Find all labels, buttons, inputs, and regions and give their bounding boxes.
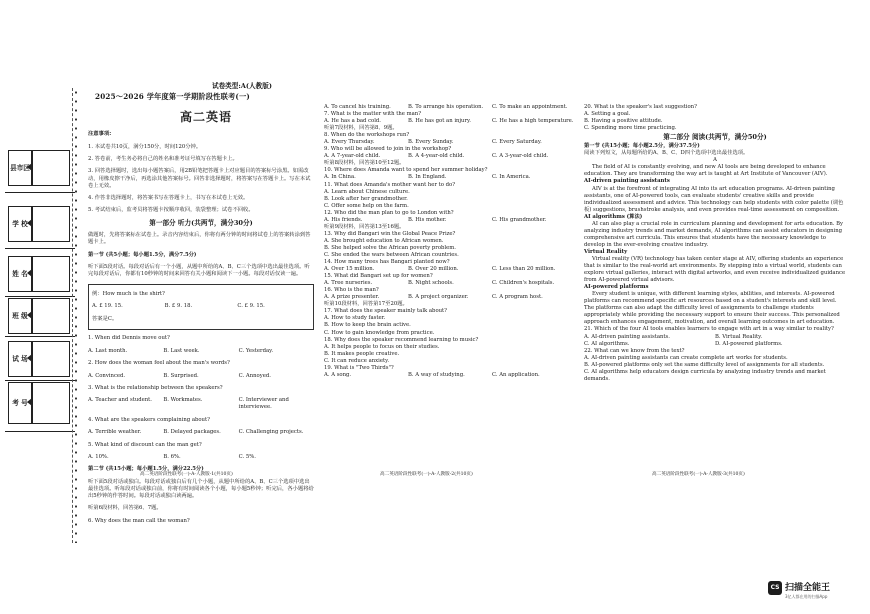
option: A. A prize presenter. xyxy=(324,294,380,301)
option: B. 6%. xyxy=(163,453,181,460)
question-3 xyxy=(88,385,314,412)
option: A. He has a bad cold. xyxy=(324,118,381,125)
column-1 xyxy=(88,126,314,530)
column-2 xyxy=(324,104,576,379)
option: B. A 4-year-old child. xyxy=(408,153,465,160)
option: A. A 7-year-old child. xyxy=(324,153,381,160)
option: C. Every Saturday. xyxy=(492,139,542,146)
student-info-strip xyxy=(2,88,78,543)
passage-subheading: AI-driven painting assistants xyxy=(584,178,670,185)
material-note: 听第9段材料，回答第13至16题。 xyxy=(324,223,405,230)
notice-heading: 注意事项: xyxy=(88,131,112,138)
passage-subheading: Virtual Reality xyxy=(584,248,628,255)
option: A. Every Thursday. xyxy=(324,139,375,146)
id-label-name: 姓 名 xyxy=(8,256,32,292)
column-3 xyxy=(584,104,846,383)
option: B. A way of studying. xyxy=(408,371,465,378)
option: C. He has a high temperature. xyxy=(492,118,574,125)
option: A. Last month. xyxy=(88,347,128,354)
material-note: 听第10段材料，回答第17至20题。 xyxy=(324,301,408,308)
option: C. A program host. xyxy=(492,294,543,301)
option: A. 10%. xyxy=(88,453,109,460)
question-text: 14. How many trees has Bangari planted now? xyxy=(324,259,450,266)
question-text: 2. How does the woman feel about the man's words? xyxy=(88,360,230,367)
notice-item: 4. 作答非选择题时，将答案书写在答题卡上，书写在本试卷上无效。 xyxy=(88,195,249,202)
option: C. Interviewer and interviewee. xyxy=(238,397,289,411)
option: B. Every Sunday. xyxy=(408,139,454,146)
option: A. Over 15 million. xyxy=(324,266,375,273)
question-text: 20. What is the speaker's last suggestion? xyxy=(584,104,697,110)
question-text: 12. Who did the man plan to go to London with? xyxy=(324,209,454,216)
question-text: 19. What is "Two Thirds"? xyxy=(324,364,394,371)
question-text: 10. Where does Amanda want to spend her summer holiday? xyxy=(324,167,488,174)
option: C. Challenging projects. xyxy=(238,429,304,436)
example-question: 例：How much is the shirt? xyxy=(92,290,165,297)
id-field-class xyxy=(8,298,74,332)
option: B. Over 20 million. xyxy=(408,266,459,273)
option: B. He has got an injury. xyxy=(408,118,471,125)
part-1-intro: 做题时，先将答案标在试卷上。录音内容结束后，你将有两分钟的时间将试卷上的答案转涂到答题卡上。 xyxy=(88,232,311,246)
id-label-class: 班 级 xyxy=(8,298,32,334)
passage-paragraph: Virtual reality (VR) technology has taken center stage at AIV, offering students an experience that is similar to the real-world art environments. By stepping into a virtual world, students can explore virtual galleries, interact with digital artworks, and even receive individualized guidance from AI-powered virtual advisors. xyxy=(584,255,846,284)
id-box-school xyxy=(32,206,70,242)
question-1 xyxy=(88,335,314,354)
example-box xyxy=(88,284,314,330)
option: C. AI algorithms. xyxy=(584,340,630,347)
option: B. It makes people creative. xyxy=(324,350,400,357)
id-field-school xyxy=(8,206,74,240)
option: C. Children's hospitals. xyxy=(492,280,555,287)
passage-paragraph: AIV is at the forefront of integrating AI into its art education programs. AI-driven painting assistants, one of AI-powered tools, can evaluate students' creative skills and provide individualized assessment and advice. This technology can help students with color palette (调色板) suggestions, brushstroke analysis, and even provides real-time assessment on composition. xyxy=(584,185,844,213)
option: A. It helps people to focus on their studies. xyxy=(324,343,440,350)
question-text: 17. What does the speaker mainly talk about? xyxy=(324,308,448,315)
id-box-room xyxy=(32,341,70,377)
option: C. Yesterday. xyxy=(238,347,274,354)
option: C. Offer some help on the farm. xyxy=(324,202,409,209)
option: B. In England. xyxy=(408,174,447,181)
option: C. She ended the wars between African countries. xyxy=(324,251,459,258)
part-1-title: 第一部分 听力(共两节，满分30分) xyxy=(149,218,253,227)
reading-section-1-intro: 阅读下列短文，从每题所给的A、B、C、D四个选项中选出最佳选项。 xyxy=(584,150,749,157)
option: A. Learn about Chinese culture. xyxy=(324,188,410,195)
option: A. Teacher and student. xyxy=(88,397,152,404)
notice-item: 5. 考试结束后，监考员将答题卡按顺序收回，装袋整理；试卷不回收。 xyxy=(88,207,254,214)
id-field-name xyxy=(8,256,74,290)
option: A. Terrible weather. xyxy=(88,429,142,436)
section-2-intro: 听下面5段对话或独白。每段对话或独白后有几个小题，从题中所给的A、B、C三个选项中选出最佳选项。听每段对话或独白前，你将有时间阅读各个小题，每小题5秒钟；听完后，各小题将给出5秒钟的作答时间。每段对话或独白读两遍。 xyxy=(88,478,314,499)
camscanner-logo-icon: CS xyxy=(768,581,782,595)
option: B. Workmates. xyxy=(163,397,203,404)
option: C. 5%. xyxy=(238,453,256,460)
passage-paragraph: AI can also play a crucial role in curriculum planning and development for arts education. By analyzing industry trends and market demands, AI algorithms can assist educators in designing comprehensive art curricula. This ensures that students have the necessary knowledge to develop in the ever-evolving creative industry. xyxy=(584,220,843,248)
option: A. In China. xyxy=(324,174,356,181)
option: C. Less than 20 million. xyxy=(492,266,556,273)
option: C. His grandmother. xyxy=(492,216,547,223)
option: B. £ 9. 18. xyxy=(164,303,193,310)
option: D. AI-powered platforms. xyxy=(715,340,783,347)
question-text: 9. Who will be allowed to join in the workshop? xyxy=(324,146,452,153)
question-text: 13. Why did Bangari win the Global Peace Prize? xyxy=(324,230,456,237)
part-2-title: 第二部分 阅读(共两节，满分50分) xyxy=(663,133,767,142)
id-box-name xyxy=(32,256,70,292)
question-text: 11. What does Amanda's mother want her to do? xyxy=(324,181,456,188)
option: C. How to gain knowledge from practice. xyxy=(324,329,435,336)
question-4 xyxy=(88,417,314,436)
id-box-class xyxy=(32,298,70,334)
option: C. A 3-year-old child. xyxy=(492,153,549,160)
section-1-intro: 听下面5段对话。每段对话后有一个小题，从题中所给的A、B、C三个选项中选出最佳选项。听完每段对话后，你都有10秒钟的时间来回答有关小题和阅读下一小题。每段对话仅读一遍。 xyxy=(88,264,310,278)
option: C. It can reduce anxiety. xyxy=(324,357,390,364)
option: A. Convinced. xyxy=(88,372,126,379)
question-text: 4. What are the speakers complaining about? xyxy=(88,416,210,423)
question-text: 7. What is the matter with the man? xyxy=(324,111,422,118)
option: B. Delayed packages. xyxy=(163,429,221,436)
question-text: 22. What can we know from the text? xyxy=(584,347,685,354)
question-text: 8. When do the workshops run? xyxy=(324,132,410,139)
option: B. Night schools. xyxy=(408,280,454,287)
question-5 xyxy=(88,442,314,461)
scanner-watermark xyxy=(768,577,858,607)
option: C. £ 9. 15. xyxy=(237,303,265,310)
option: C. In America. xyxy=(492,174,531,181)
option: C. Spending more time practicing. xyxy=(584,125,677,132)
page-footer-1: 高二英语阶段性联考(一)-A-人教版-1(共10页) xyxy=(140,472,233,477)
id-label-school: 学 校 xyxy=(8,206,32,242)
option: A. Tree nurseries. xyxy=(324,280,373,287)
exam-year-title: 2025～2026 学年度第一学期阶段性联考(一) xyxy=(95,92,250,101)
passage-paragraph: The field of AI is constantly evolving, and new AI tools are being developed to enhance education. They are transforming the way art is taught at Art Institute of Vancouver (AIV). xyxy=(584,164,828,178)
watermark-app-name: 扫描全能王 xyxy=(785,583,831,593)
id-field-district xyxy=(8,150,74,184)
id-box-exam-number xyxy=(32,382,70,424)
passage-letter: A xyxy=(713,157,717,164)
option: B. Last week. xyxy=(163,347,200,354)
id-field-exam-number xyxy=(8,382,74,422)
question-text: 16. Who is the man? xyxy=(324,287,379,294)
notice-item: 1. 本试卷共10页，满分150分，时间120分钟。 xyxy=(88,143,202,150)
option: B. His mother. xyxy=(408,216,447,223)
section-2-heading: 第二节 (共15小题；每小题1.5分，满分22.5分) xyxy=(88,466,204,473)
option: B. To arrange his operation. xyxy=(408,104,484,110)
id-box-district xyxy=(32,150,70,186)
question-text: 1. When did Dennis move out? xyxy=(88,335,170,342)
material-note: 听第6段材料，回答第6、7题。 xyxy=(88,505,162,512)
option: A. She brought education to African women. xyxy=(324,237,444,244)
id-label-district: 县市区 xyxy=(8,150,32,186)
option: A. How to study faster. xyxy=(324,315,386,322)
option: B. Virtual Reality. xyxy=(715,333,763,340)
option: B. AI-powered platforms only set the same difficulty level of assignments for all students. xyxy=(584,361,825,368)
notice-item: 2. 答卷前，考生务必将自己的姓名和准考证号填写在答题卡上。 xyxy=(88,156,238,163)
question-text: 3. What is the relationship between the speakers? xyxy=(88,384,223,391)
option: C. An application. xyxy=(492,371,540,378)
option: A. AI-driven painting assistants can create complete art works for students. xyxy=(584,354,788,361)
example-answer: 答案是C。 xyxy=(92,315,118,322)
question-text: 5. What kind of discount can the man get? xyxy=(88,441,202,448)
question-text: 15. What did Bangari set up for women? xyxy=(324,273,433,280)
option: B. Look after her grandmother. xyxy=(324,195,408,202)
option: C. To make an appointment. xyxy=(492,104,568,110)
subject-title: 高二英语 xyxy=(180,110,233,124)
example-options xyxy=(92,303,310,310)
passage-subheading: AI-powered platforms xyxy=(584,284,649,291)
option: A. AI-driven painting assistants. xyxy=(584,333,670,340)
option: A. A song. xyxy=(324,371,352,378)
id-field-room xyxy=(8,341,74,375)
option: B. How to keep the brain active. xyxy=(324,322,411,329)
option: C. AI algorithms help educators design curricula by analyzing industry trends and market demands. xyxy=(584,368,826,382)
notice-item: 3. 回答选择题时，选出每小题答案后，用2B铅笔把答题卡上对应题目的答案标号涂黑。如需改动，用橡皮擦干净后，再选涂其他答案标号。回答非选择题时，将答案写在答题卡上。写在本试卷上无效。 xyxy=(88,168,311,189)
option: B. Surprised. xyxy=(163,372,199,379)
option: A. His friends. xyxy=(324,216,363,223)
material-note: 听第8段材料，回答第10至12题。 xyxy=(324,160,405,167)
option: A. Setting a goal. xyxy=(584,111,631,118)
material-note: 听第7段材料，回答第8、9题。 xyxy=(324,125,398,132)
page-footer-2: 高二英语阶段性联考(一)-A-人教版-2(共10页) xyxy=(380,472,473,477)
section-1-heading: 第一节 (共5小题；每小题1.5分，满分7.5分) xyxy=(88,251,197,258)
id-label-exam-number: 考 号 xyxy=(8,382,32,424)
option: B. Having a positive attitude. xyxy=(584,118,663,125)
question-text: 18. Why does the speaker recommend learning to music? xyxy=(324,336,479,343)
exam-type-label: 试卷类型:A(人教版) xyxy=(212,82,272,90)
question-text: 21. Which of the four AI tools enables learners to engage with art in a way similar to reality? xyxy=(584,326,834,333)
passage-paragraph: Every student is unique, with different learning styles, abilities, and interests. AI-powered platforms can recommend specific art resources based on a student's interests and skill level. The platforms can also adapt the difficulty level of assignments to challenge students appropriately while providing the necessary support to ensure their success. This personalized approach enhances engagement, motivation, and overall learning outcomes in art education. xyxy=(584,291,840,326)
watermark-tagline: 3亿人都在用的扫描App xyxy=(785,594,828,599)
passage-subheading: AI algorithms (算法) xyxy=(584,213,643,220)
option: A. To cancel his training. xyxy=(324,104,391,110)
question-2 xyxy=(88,360,314,379)
seal-dots xyxy=(73,88,79,543)
page-footer-3: 高二英语阶段性联考(一)-A-人教版-3(共10页) xyxy=(652,472,745,477)
reading-section-1-heading: 第一节 (共15小题；每小题2.5分，满分37.5分) xyxy=(584,143,700,150)
option: B. She helped solve the African poverty problem. xyxy=(324,244,456,251)
option: B. A project organizer. xyxy=(408,294,469,301)
id-label-room: 试 场 xyxy=(8,341,32,377)
option: A. £ 19. 15. xyxy=(92,303,123,310)
option: C. Annoyed. xyxy=(238,372,271,379)
question-text: 6. Why does the man call the woman? xyxy=(88,517,190,524)
